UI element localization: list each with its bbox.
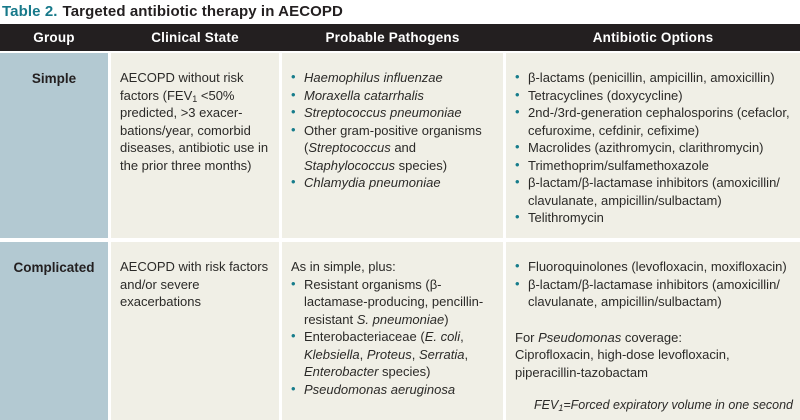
clinical-state-text-complicated: AECOPD with risk factors and/or severe exacerbations xyxy=(120,259,269,309)
pathogen-item: • Pseudomonas aeruginosa xyxy=(291,380,456,397)
bullet-icon: • xyxy=(291,174,296,189)
clinical-state-cell-simple xyxy=(111,53,279,238)
column-header-clinical-state: Clinical State xyxy=(151,30,239,45)
bullet-icon: • xyxy=(291,380,296,396)
note-line: Ciprofloxacin, high-dose levofloxacin, piperacillin-tazobactam xyxy=(515,347,730,380)
bullet-icon: • xyxy=(515,258,520,273)
pathogen-item: • Haemophilus influenzae xyxy=(291,69,443,85)
pathogens-cell-simple xyxy=(282,53,503,238)
antibiotic-item: • 2nd-/3rd-generation cephalosporins (cefaclor, cefuroxime, cefdinir, cefixime) xyxy=(515,104,790,138)
antibiotic-item: • Trimethoprim/sulfamethoxazole xyxy=(515,156,709,173)
column-header-group: Group xyxy=(33,30,75,45)
bullet-icon: • xyxy=(291,69,296,84)
bullet-icon: • xyxy=(515,86,520,102)
column-header-probable-pathogens: Probable Pathogens xyxy=(325,30,460,45)
note-line: For Pseudomonas coverage: xyxy=(515,329,682,345)
antibiotic-list-simple xyxy=(515,69,792,227)
antibiotic-item: • β-lactam/β-lactamase inhibitors (amoxicillin/ clavulanate, ampicillin/sulbactam) xyxy=(515,275,780,309)
pathogen-list-simple xyxy=(291,69,494,192)
table-caption xyxy=(0,0,800,24)
pathogen-item: • Moraxella catarrhalis xyxy=(291,86,424,103)
bullet-icon: • xyxy=(515,174,520,189)
bullet-icon: • xyxy=(515,104,520,119)
column-header-antibiotic-options: Antibiotic Options xyxy=(592,30,714,45)
antibiotic-item: • Fluoroquinolones (levofloxacin, moxifloxacin) xyxy=(515,258,787,274)
table-header-row xyxy=(0,24,800,51)
clinical-state-cell-complicated xyxy=(111,242,279,420)
group-label-complicated: Complicated xyxy=(13,260,95,275)
antibiotic-item: • β-lactam/β-lactamase inhibitors (amoxicillin/ clavulanate, ampicillin/sulbactam) xyxy=(515,174,780,208)
antibiotics-cell-complicated xyxy=(506,242,800,420)
pathogen-item: • Enterobacteriaceae (E. coli, Klebsiella, Proteus, Serratia, Enterobacter species) xyxy=(291,328,469,379)
bullet-icon: • xyxy=(291,86,296,102)
bullet-icon: • xyxy=(291,104,296,119)
bullet-icon: • xyxy=(291,328,296,343)
bullet-icon: • xyxy=(515,156,520,172)
antibiotics-cell-simple xyxy=(506,53,800,238)
group-label-simple: Simple xyxy=(31,71,77,86)
fev1-footnote: $FEV_1=Forced$ expiratory volume in one second xyxy=(534,397,793,413)
pathogens-cell-complicated xyxy=(282,242,503,420)
table-caption-text: Targeted antibiotic therapy in AECOPD xyxy=(62,3,343,20)
antibiotic-item: • Tetracyclines (doxycycline) xyxy=(515,86,683,103)
pathogen-item: • Streptococcus pneumoniae xyxy=(291,104,462,120)
clinical-state-text-simple: AECOPD without risk factors ($FEV_1 <50\%$ predicted, >3 exacer-bations/year, comorbid diseases, antibiotic use in the prior three months) xyxy=(120,70,269,173)
pathogen-item: • Other gram-positive organisms (Streptococcus and Staphylococcus species) xyxy=(291,121,482,173)
table-body xyxy=(0,53,800,420)
pathogen-item: • Resistant organisms (β-lactamase-producing, pencillin-resistant S. pneumoniae) xyxy=(291,275,484,327)
antibiotic-list-complicated xyxy=(515,258,792,311)
pathogen-list-complicated xyxy=(291,276,494,399)
group-cell-simple xyxy=(0,53,108,238)
antibiotic-item: • Macrolides (azithromycin, clarithromycin) xyxy=(515,139,764,155)
pathogen-item: • Chlamydia pneumoniae xyxy=(291,174,441,190)
bullet-icon: • xyxy=(515,275,520,291)
antibiotic-item: • β-lactams (penicillin, ampicillin, amoxicillin) xyxy=(515,69,775,85)
pathogens-intro-complicated: As in simple, plus: xyxy=(291,259,396,274)
antibiotic-item: • Telithromycin xyxy=(515,209,604,225)
table-caption-number: Table 2. xyxy=(2,3,58,20)
bullet-icon: • xyxy=(515,209,520,224)
group-cell-complicated xyxy=(0,242,108,420)
bullet-icon: • xyxy=(291,121,296,137)
bullet-icon: • xyxy=(515,69,520,84)
bullet-icon: • xyxy=(291,275,296,291)
bullet-icon: • xyxy=(515,139,520,154)
pseudomonas-coverage-note xyxy=(515,329,792,382)
